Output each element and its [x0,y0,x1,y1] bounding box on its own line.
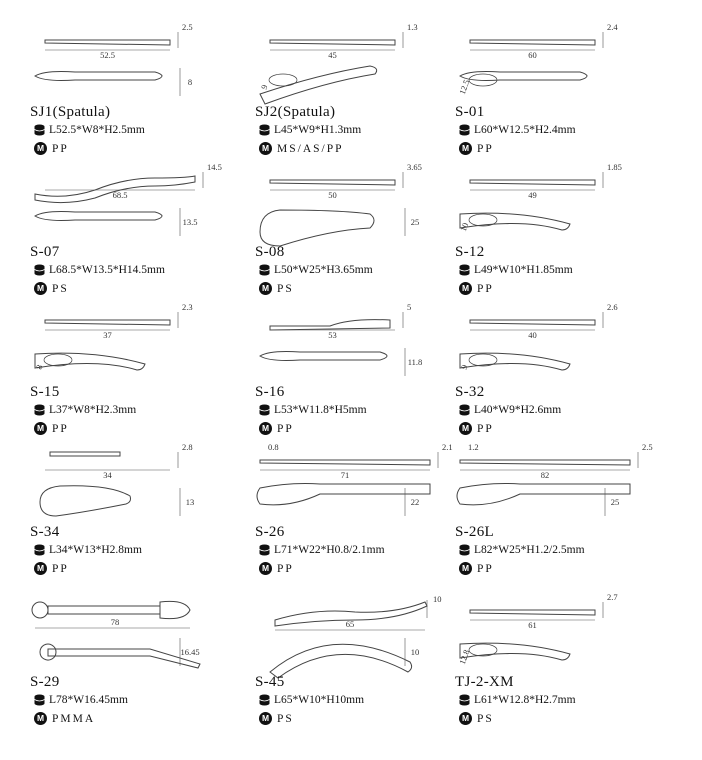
material-text: PP [52,142,69,155]
material-row [34,282,69,295]
height-label: 2.4 [607,22,618,32]
spoon-side-outline [460,353,570,370]
width-label: 8 [187,77,193,87]
product-name: S-07 [30,244,60,260]
length-label: 34 [103,470,112,480]
material-text: PP [52,562,69,575]
product-card [455,590,665,740]
length-label: 37 [103,330,112,340]
circle-m-icon: M [34,282,47,295]
material-text: PS [477,712,494,725]
spoon-top-outline [50,452,120,456]
technical-drawing [255,300,465,396]
material-row [34,422,69,435]
spoon-side-outline [40,644,200,668]
length-label: 78 [110,617,120,627]
circle-m-icon: M [259,422,272,435]
technical-drawing [255,20,465,116]
cylinder-database-icon [459,544,470,556]
cylinder-database-icon [259,544,270,556]
material-text: PS [52,282,69,295]
cylinder-database-icon [34,264,45,276]
spoon-top-outline [470,40,595,45]
spoon-top-outline [270,40,395,45]
width-label: 9 [458,363,470,371]
product-name: S-29 [30,674,60,690]
product-card [30,590,240,740]
spoon-top-outline [460,460,630,465]
product-card [30,440,240,590]
length-label: 60 [528,50,537,60]
width-label: 10 [410,647,420,657]
circle-m-icon: M [459,712,472,725]
spec-row [459,544,585,556]
product-card [30,20,240,170]
technical-drawing [255,160,465,256]
spoon-side-outline [270,644,412,678]
spoon-top-outline [270,320,390,330]
spec-row [259,124,361,136]
spoon-side-outline [460,643,570,660]
material-row [459,712,494,725]
length-label: 49 [528,190,537,200]
height-label: 2.7 [607,592,618,602]
technical-drawing [30,160,240,256]
spoon-side-outline [257,484,430,505]
circle-m-icon: M [459,562,472,575]
cylinder-database-icon [259,694,270,706]
material-text: PP [477,422,494,435]
spec-row [259,544,385,556]
technical-drawing [30,440,240,536]
circle-m-icon: M [259,562,272,575]
product-card [255,160,465,310]
spec-text: L71*W22*H0.8/2.1mm [274,544,385,556]
spoon-side-outline [260,352,387,361]
spec-text: L37*W8*H2.3mm [49,404,137,416]
height-label: 14.5 [207,162,222,172]
product-name: S-45 [255,674,285,690]
height-label: 3.65 [407,162,422,172]
material-text: MS/AS/PP [277,142,344,155]
length-label: 50 [328,190,337,200]
bowl-hole-outline [269,74,297,86]
circle-m-icon: M [459,142,472,155]
spoon-side-outline [260,210,374,246]
width-label: 12.5 [456,78,472,96]
circle-m-icon: M [259,282,272,295]
spec-row [259,264,373,276]
width-label: 13.5 [182,217,198,227]
spec-row [34,124,145,136]
spec-row [34,544,142,556]
cylinder-database-icon [34,694,45,706]
width-label: 22 [410,497,420,507]
circle-m-icon: M [34,712,47,725]
material-text: PS [277,712,294,725]
spoon-top-outline [260,460,430,465]
material-text: PP [477,142,494,155]
spec-text: L40*W9*H2.6mm [474,404,562,416]
technical-drawing [455,20,665,116]
product-name: TJ-2-XM [455,674,514,690]
cylinder-database-icon [459,694,470,706]
product-card [255,20,465,170]
product-card [255,440,465,590]
circle-m-icon: M [259,712,272,725]
width-label: 10 [458,221,471,233]
product-card [455,160,665,310]
material-row [259,142,344,155]
circle-m-icon: M [459,282,472,295]
height-label: 2.8 [182,442,193,452]
spoon-side-outline [260,66,377,104]
product-card [30,160,240,310]
technical-drawing [455,440,665,536]
length-label: 68.5 [112,190,128,200]
technical-drawing [30,590,240,686]
length-label: 65 [345,619,355,629]
spec-text: L60*W12.5*H2.4mm [474,124,576,136]
material-text: PMMA [52,712,96,725]
spoon-side-outline [460,72,587,81]
product-card [255,300,465,450]
spec-text: L61*W12.8*H2.7mm [474,694,576,706]
spec-text: L52.5*W8*H2.5mm [49,124,145,136]
spoon-top-outline [45,320,170,325]
product-name: S-34 [30,524,60,540]
technical-drawing [255,440,465,536]
height-label: 2.5 [642,442,653,452]
material-text: PP [277,422,294,435]
product-card [255,590,465,740]
material-row [34,562,69,575]
spoon-top-outline [470,180,595,185]
height-label: 2.1 [442,442,453,452]
spec-row [259,694,364,706]
width-label: 25 [410,217,420,227]
height-label: 2.3 [182,302,193,312]
product-card [455,300,665,450]
length-label: 45 [328,50,337,60]
length-label: 71 [340,470,350,480]
technical-drawing [455,160,665,256]
material-row [459,282,494,295]
cylinder-database-icon [259,124,270,136]
material-text: PS [277,282,294,295]
product-name: SJ2(Spatula) [255,104,336,120]
height-label: 2.6 [607,302,618,312]
spec-row [34,694,128,706]
circle-m-icon: M [34,562,47,575]
material-row [459,142,494,155]
spec-row [34,264,165,276]
spec-text: L34*W13*H2.8mm [49,544,142,556]
width-label: 25 [610,497,620,507]
cylinder-database-icon [259,264,270,276]
spec-text: L82*W25*H1.2/2.5mm [474,544,585,556]
spec-text: L50*W25*H3.65mm [274,264,373,276]
spoon-side-outline [35,72,162,81]
product-name: SJ1(Spatula) [30,104,111,120]
spec-row [459,694,576,706]
product-card [30,300,240,450]
spoon-top-outline [470,320,595,325]
circle-m-icon: M [34,142,47,155]
spec-text: L65*W10*H10mm [274,694,365,706]
spec-row [34,404,136,416]
width-label: 16.45 [180,647,200,657]
spoon-top-outline [45,40,170,45]
length-label: 53 [328,330,337,340]
product-name: S-16 [255,384,285,400]
spec-text: L45*W9*H1.3mm [274,124,362,136]
tip-height-label: 0.8 [268,442,279,452]
product-name: S-26 [255,524,285,540]
material-row [259,562,294,575]
spec-text: L53*W11.8*H5mm [274,404,367,416]
spec-row [459,404,561,416]
height-label: 10 [433,594,442,604]
spoon-side-outline [40,486,131,516]
spoon-top-outline [270,180,395,185]
cylinder-database-icon [459,404,470,416]
height-label: 2.5 [182,22,193,32]
length-label: 52.5 [100,50,115,60]
product-name: S-15 [30,384,60,400]
height-label: 1.85 [607,162,622,172]
material-text: PP [52,422,69,435]
spoon-side-outline [35,353,145,370]
cylinder-database-icon [34,544,45,556]
spoon-side-outline [458,213,570,233]
width-label: 11.8 [407,357,423,367]
spec-text: L78*W16.45mm [49,694,128,706]
material-text: PP [477,562,494,575]
material-row [34,142,69,155]
technical-drawing [30,20,240,116]
cylinder-database-icon [459,264,470,276]
product-name: S-01 [455,104,485,120]
material-row [259,422,294,435]
material-row [459,562,494,575]
material-row [259,282,294,295]
cylinder-database-icon [34,404,45,416]
technical-drawing [455,300,665,396]
height-label: 1.3 [407,22,418,32]
circle-m-icon: M [34,422,47,435]
width-label: 8 [33,363,45,371]
spec-text: L68.5*W13.5*H14.5mm [49,264,165,276]
product-name: S-08 [255,244,285,260]
length-label: 40 [528,330,537,340]
width-label: 12.8 [456,648,472,666]
technical-drawing [255,590,465,686]
cylinder-database-icon [459,124,470,136]
material-text: PP [477,282,494,295]
length-label: 82 [540,470,550,480]
spoon-top-outline [470,610,595,615]
material-row [259,712,294,725]
product-card [455,20,665,170]
product-name: S-12 [455,244,485,260]
material-row [459,422,494,435]
product-name: S-26L [455,524,494,540]
spoon-side-outline [457,484,630,505]
cylinder-database-icon [259,404,270,416]
technical-drawing [455,590,665,686]
circle-m-icon: M [459,422,472,435]
material-text: PP [277,562,294,575]
spec-text: L49*W10*H1.85mm [474,264,573,276]
technical-drawing [30,300,240,396]
spec-row [259,404,367,416]
product-name: S-32 [455,384,485,400]
product-card [455,440,665,590]
cylinder-database-icon [34,124,45,136]
height-label: 5 [407,302,412,312]
spec-row [459,264,573,276]
circle-m-icon: M [259,142,272,155]
width-label: 9 [258,83,270,91]
tip-height-label: 1.2 [468,442,479,452]
length-label: 61 [528,620,537,630]
width-label: 13 [185,497,195,507]
spec-row [459,124,576,136]
spoon-side-outline [35,212,162,221]
material-row [34,712,95,725]
